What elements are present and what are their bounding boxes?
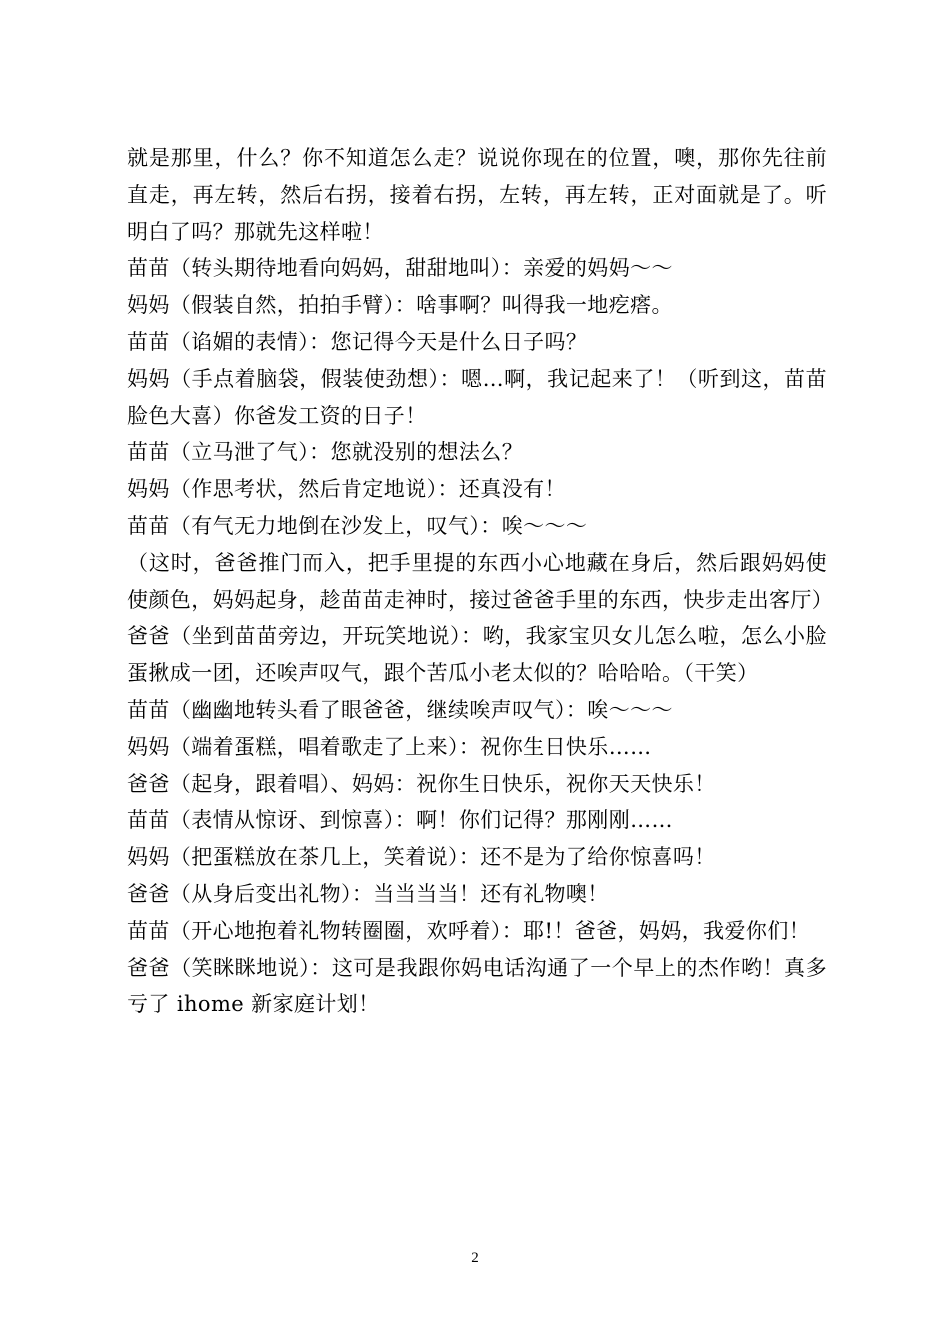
document-body bbox=[127, 140, 834, 1023]
paragraph: 爸爸（笑眯眯地说）：这可是我跟你妈电话沟通了一个早上的杰作哟！真多亏了 ihome 新家庭计划！ bbox=[127, 955, 827, 1017]
paragraph: （这时，爸爸推门而入，把手里提的东西小心地藏在身后，然后跟妈妈使使颜色，妈妈起身，趁苗苗走神时，接过爸爸手里的东西，快步走出客厅） bbox=[127, 550, 834, 612]
paragraph: 苗苗（有气无力地倒在沙发上，叹气）：唉～～～ bbox=[127, 513, 588, 538]
paragraph: 妈妈（假装自然，拍拍手臂）：啥事啊？叫得我一地疙瘩。 bbox=[127, 293, 673, 318]
paragraph: 苗苗（幽幽地转头看了眼爸爸，继续唉声叹气）：唉～～～ bbox=[127, 697, 673, 722]
page-number: 2 bbox=[471, 1250, 479, 1266]
paragraph: 就是那里，什么？你不知道怎么走？说说你现在的位置，噢，那你先往前直走，再左转，然后右拐，接着右拐，左转，再左转，正对面就是了。听明白了吗？那就先这样啦！ bbox=[127, 146, 827, 244]
paragraph: 妈妈（把蛋糕放在茶几上，笑着说）：还不是为了给你惊喜吗！ bbox=[127, 845, 716, 870]
paragraph: 苗苗（开心地抱着礼物转圈圈，欢呼着）：耶!！爸爸，妈妈，我爱你们！ bbox=[127, 918, 811, 943]
paragraph: 苗苗（表情从惊讶、到惊喜）：啊！你们记得？那刚刚…… bbox=[127, 808, 673, 833]
paragraph: 苗苗（谄媚的表情）：您记得今天是什么日子吗？ bbox=[127, 329, 588, 354]
paragraph: 妈妈（手点着脑袋，假装使劲想）：嗯…啊，我记起来了！（听到这，苗苗脸色大喜）你爸发工资的日子！ bbox=[127, 366, 827, 428]
paragraph: 爸爸（起身，跟着唱）、妈妈：祝你生日快乐，祝你天天快乐！ bbox=[127, 771, 716, 796]
paragraph: 妈妈（端着蛋糕，唱着歌走了上来）：祝你生日快乐…… bbox=[127, 734, 652, 759]
paragraph: 妈妈（作思考状，然后肯定地说）：还真没有！ bbox=[127, 477, 566, 502]
paragraph: 苗苗（立马泄了气）：您就没别的想法么？ bbox=[127, 440, 524, 465]
paragraph: 爸爸（从身后变出礼物）：当当当当！还有礼物噢！ bbox=[127, 881, 609, 906]
paragraph: 爸爸（坐到苗苗旁边，开玩笑地说）：哟，我家宝贝女儿怎么啦，怎么小脸蛋揪成一团，还唉声叹气，跟个苦瓜小老太似的？哈哈哈。（干笑） bbox=[127, 624, 827, 686]
paragraph: 苗苗（转头期待地看向妈妈，甜甜地叫）：亲爱的妈妈～～ bbox=[127, 256, 673, 281]
